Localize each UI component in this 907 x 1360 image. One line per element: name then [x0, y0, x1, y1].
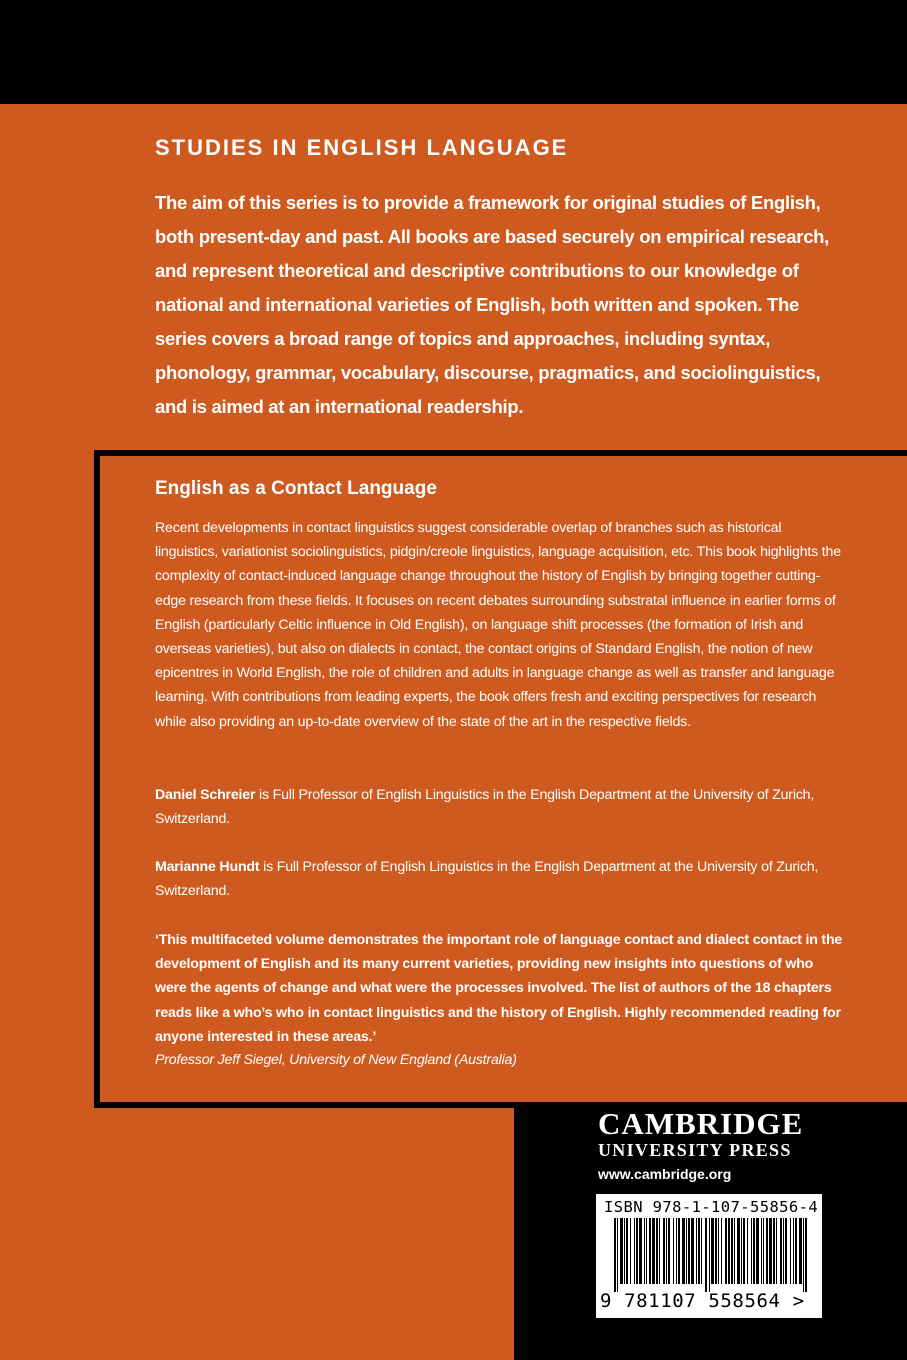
barcode-bar — [715, 1218, 717, 1284]
barcode-bar — [756, 1218, 759, 1284]
barcode-bar — [698, 1218, 700, 1284]
author-bio-schreier — [155, 783, 845, 831]
publisher-logo-subtitle: UNIVERSITY PRESS — [598, 1140, 792, 1160]
barcode-bar — [691, 1218, 694, 1284]
isbn-barcode — [596, 1194, 822, 1318]
barcode-bar — [776, 1218, 777, 1284]
barcode-bar — [718, 1218, 719, 1284]
endorsement-attribution: Professor Jeff Siegel, University of New England (Australia) — [155, 1052, 517, 1068]
barcode-bar — [688, 1218, 690, 1284]
barcode-bar — [711, 1218, 714, 1284]
barcode-bar — [761, 1218, 762, 1284]
barcode-bar — [686, 1218, 687, 1284]
barcode-bar — [766, 1218, 768, 1284]
barcode-bar — [747, 1218, 748, 1284]
barcode-bar — [705, 1218, 707, 1292]
barcode-bar — [795, 1218, 797, 1284]
barcode-bar — [783, 1218, 784, 1284]
publisher-url: www.cambridge.org — [598, 1166, 732, 1182]
barcode-bar — [731, 1218, 733, 1284]
barcode-bar — [644, 1218, 645, 1284]
author-name: Daniel Schreier — [155, 787, 256, 803]
barcode-bar — [793, 1218, 794, 1284]
barcode-bar — [626, 1218, 628, 1284]
barcode-bar — [734, 1218, 735, 1284]
barcode-bar — [636, 1218, 638, 1284]
author-bio-text: is Full Professor of English Linguistics in the English Department at the University of Zurich, Switzerland. — [155, 787, 815, 828]
barcode-bar — [799, 1218, 802, 1284]
barcode-bar — [790, 1218, 791, 1284]
barcode-bar — [743, 1218, 745, 1284]
author-bio-hundt — [155, 855, 845, 903]
barcode-bar — [656, 1218, 658, 1284]
author-bio-text: is Full Professor of English Linguistics in the English Department at the University of Zurich, Switzerland. — [155, 859, 819, 900]
barcode-bar — [673, 1218, 674, 1284]
barcode-bar — [652, 1218, 655, 1284]
barcode-bar — [763, 1218, 764, 1284]
barcode-bar — [659, 1218, 660, 1284]
barcode-bar — [769, 1218, 772, 1284]
barcode-bar — [639, 1218, 642, 1284]
barcode-bar — [737, 1218, 740, 1284]
barcode-bar — [668, 1218, 670, 1284]
barcode-bar — [701, 1218, 702, 1284]
book-title: English as a Contact Language — [155, 478, 437, 499]
barcode-digits: 9 781107 558564 > — [600, 1290, 805, 1312]
isbn-label: ISBN 978-1-107-55856-4 — [604, 1198, 819, 1216]
barcode-bar — [725, 1218, 727, 1284]
barcode-bar — [805, 1218, 807, 1292]
top-black-band — [0, 0, 907, 104]
barcode-bar — [630, 1218, 631, 1284]
barcode-bar — [709, 1218, 710, 1292]
barcode-bars — [600, 1218, 818, 1292]
barcode-bar — [803, 1218, 804, 1292]
barcode-bar — [773, 1218, 775, 1284]
barcode-bar — [634, 1218, 635, 1284]
barcode-bar — [728, 1218, 730, 1284]
barcode-bar — [741, 1218, 742, 1284]
barcode-bar — [753, 1218, 755, 1284]
barcode-bar — [614, 1218, 616, 1292]
barcode-bar — [649, 1218, 651, 1284]
publisher-logo-name: CAMBRIDGE — [598, 1106, 804, 1141]
endorsement-quote: ‘This multifaceted volume demonstrates the important role of language contact and dialect contact in the development of English and its many current varieties, providing new insights into questions of who were the agents of change and what were the processes involved. The list of authors of the 18 chapters reads like a who’s who in contact linguistics and the history of English. Highly recommended reading for anyone interested in these areas.’ — [155, 932, 843, 1045]
book-description: Recent developments in contact linguistics suggest considerable overlap of branches such as historical linguistics, variationist sociolinguistics, pidgin/creole linguistics, language acquisition, etc. This book highlights the complexity of contact-induced language change throughout the history of English by bringing together cutting-edge research from these fields. It focuses on recent debates surrounding substratal influence in earlier forms of English (particularly Celtic influence in Old English), on language shift processes (the formation of Irish and overseas varieties), but also on dialects in contact, the contact origins of Standard English, the notion of new epicentres in World English, the role of children and adults in language change as well as transfer and language learning. With contributions from leading experts, the book offers fresh and exciting perspectives for research while also providing an up-to-date overview of the state of the art in the respective fields. — [155, 520, 841, 730]
barcode-bar — [663, 1218, 665, 1284]
barcode-bar — [780, 1218, 782, 1284]
barcode-bar — [624, 1218, 625, 1284]
barcode-bar — [666, 1218, 667, 1284]
author-name: Marianne Hundt — [155, 859, 260, 875]
barcode-bar — [646, 1218, 647, 1284]
barcode-bar — [721, 1218, 722, 1284]
barcode-bar — [785, 1218, 787, 1284]
barcode-bar — [751, 1218, 752, 1284]
barcode-bar — [682, 1218, 685, 1284]
series-description: The aim of this series is to provide a framework for original studies of English, both present-day and past. All books are based securely on empirical research, and represent theoretical and descriptive contributions to our knowledge of national and international varieties of English, both written and spoken. The series covers a broad range of topics and approaches, including syntax, phonology, grammar, vocabulary, discourse, pragmatics, and sociolinguistics, and is aimed at an international readership. — [155, 192, 830, 417]
barcode-bar — [678, 1218, 680, 1284]
barcode-bar — [696, 1218, 697, 1284]
barcode-bar — [617, 1218, 618, 1292]
barcode-bar — [620, 1218, 623, 1284]
barcode-bar — [676, 1218, 677, 1284]
series-heading: STUDIES IN ENGLISH LANGUAGE — [155, 135, 569, 160]
